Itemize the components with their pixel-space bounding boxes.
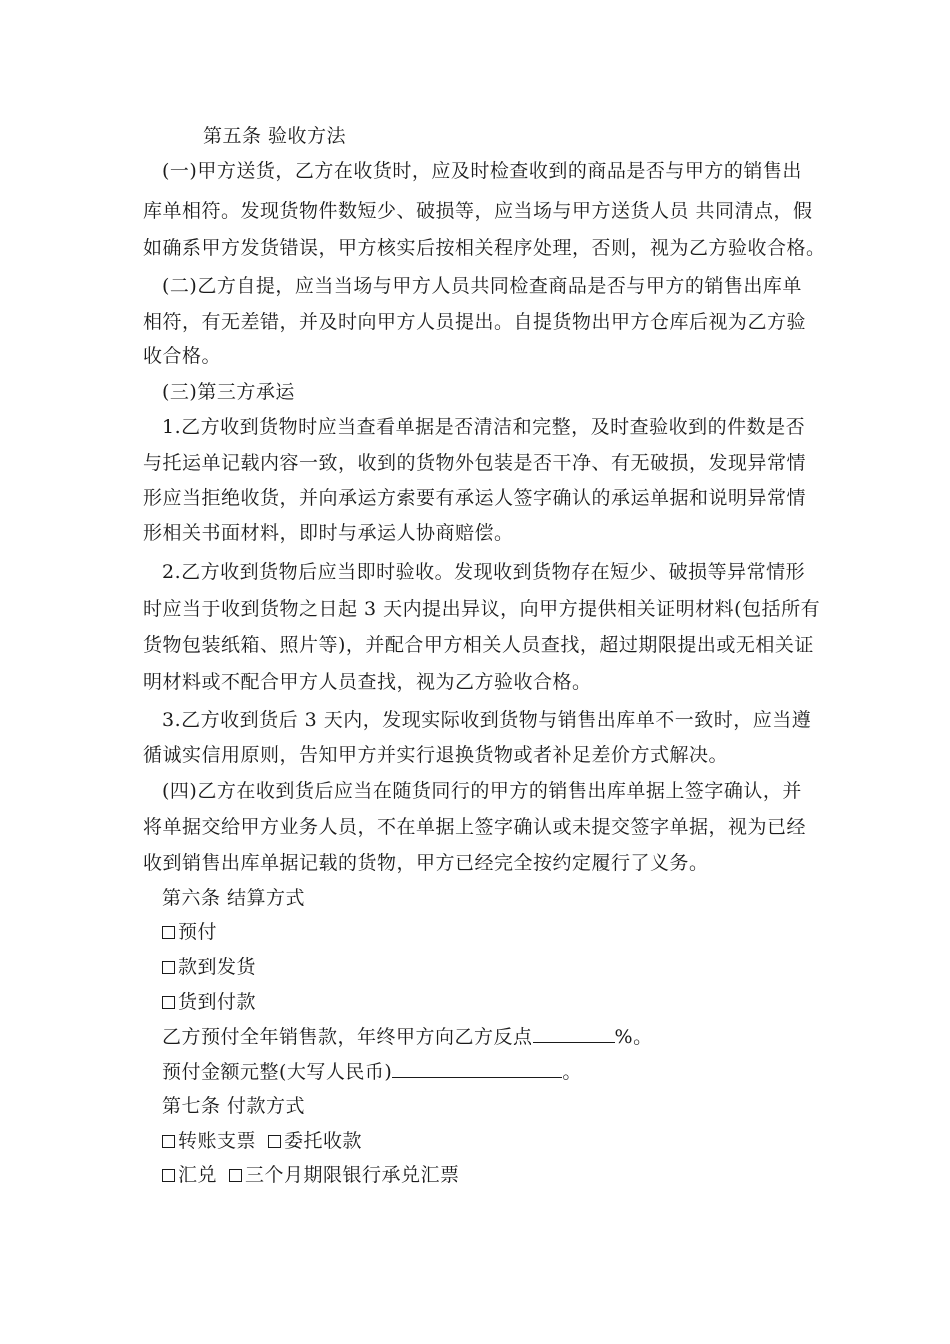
option-collection <box>268 1130 362 1152</box>
checkbox[interactable] <box>162 926 175 939</box>
option-label: 款到发货 <box>178 956 257 978</box>
amount-blank[interactable] <box>392 1060 562 1078</box>
amount-suffix: 。 <box>562 1061 582 1083</box>
paragraph-line: 明材料或不配合甲方人员查找，视为乙方验收合格。 <box>143 671 592 693</box>
paragraph-line: 2.乙方收到货物后应当即时验收。发现收到货物存在短少、破损等异常情形 <box>162 561 806 583</box>
rebate-blank[interactable] <box>533 1025 615 1043</box>
option-label: 汇兑 <box>178 1164 218 1186</box>
checkbox[interactable] <box>162 961 175 974</box>
paragraph-line: (一)甲方送货，乙方在收货时，应及时检查收到的商品是否与甲方的销售出 <box>162 160 802 182</box>
amount-text: 预付金额元整(大写人民币) <box>162 1061 393 1083</box>
checkbox[interactable] <box>162 996 175 1009</box>
rebate-line <box>162 1025 653 1049</box>
paragraph-line: 循诚实信用原则，告知甲方并实行退换货物或者补足差价方式解决。 <box>143 744 729 766</box>
paragraph-line: 形相关书面材料，即时与承运人协商赔偿。 <box>143 522 514 544</box>
paragraph-line: 库单相符。发现货物件数短少、破损等，应当场与甲方送货人员 共同清点，假 <box>143 200 813 222</box>
option-transfer-cheque <box>162 1130 256 1152</box>
article5-title: 第五条 验收方法 <box>203 125 347 147</box>
paragraph-line: 时应当于收到货物之日起 3 天内提出异议，向甲方提供相关证明材料(包括所有 <box>143 598 821 620</box>
paragraph-line: (三)第三方承运 <box>162 381 295 403</box>
paragraph-line: 收到销售出库单据记载的货物，甲方已经完全按约定履行了义务。 <box>143 852 709 874</box>
paragraph-line: 将单据交给甲方业务人员，不在单据上签字确认或未提交签字单据，视为已经 <box>143 816 807 838</box>
paragraph-line: 如确系甲方发货错误，甲方核实后按相关程序处理，否则，视为乙方验收合格。 <box>143 237 826 259</box>
checkbox[interactable] <box>229 1169 242 1182</box>
paragraph-line: (四)乙方在收到货后应当在随货同行的甲方的销售出库单据上签字确认，并 <box>162 780 802 802</box>
option-remittance <box>162 1164 217 1186</box>
paragraph-line: 形应当拒绝收货，并向承运方索要有承运人签字确认的承运单据和说明异常情 <box>143 487 807 509</box>
article6-title: 第六条 结算方式 <box>162 887 306 909</box>
option-label: 预付 <box>178 921 218 943</box>
amount-line <box>162 1060 582 1084</box>
checkbox[interactable] <box>268 1135 281 1148</box>
paragraph-line: 与托运单记载内容一致，收到的货物外包装是否干净、有无破损，发现异常情 <box>143 452 807 474</box>
checkbox[interactable] <box>162 1169 175 1182</box>
paragraph-line: 货物包装纸箱、照片等)，并配合甲方相关人员查找，超过期限提出或无相关证 <box>143 634 814 656</box>
option-label: 转账支票 <box>178 1130 257 1152</box>
payment-options-row-1 <box>162 1129 362 1153</box>
paragraph-line: 收合格。 <box>143 345 222 367</box>
article7-title: 第七条 付款方式 <box>162 1095 306 1117</box>
paragraph-line: (二)乙方自提，应当当场与甲方人员共同检查商品是否与甲方的销售出库单 <box>162 275 802 297</box>
payment-options-row-2 <box>162 1163 460 1187</box>
option-bank-acceptance <box>229 1164 460 1186</box>
option-label: 货到付款 <box>178 991 257 1013</box>
option-prepay <box>162 920 217 944</box>
paragraph-line: 相符，有无差错，并及时向甲方人员提出。自提货物出甲方仓库后视为乙方验 <box>143 311 807 333</box>
option-label: 三个月期限银行承兑汇票 <box>245 1164 460 1186</box>
option-label: 委托收款 <box>284 1130 363 1152</box>
rebate-text: 乙方预付全年销售款，年终甲方向乙方反点 <box>162 1026 533 1048</box>
checkbox[interactable] <box>162 1135 175 1148</box>
paragraph-line: 1.乙方收到货物时应当查看单据是否清洁和完整，及时查验收到的件数是否 <box>162 416 806 438</box>
rebate-suffix: %。 <box>614 1026 653 1048</box>
option-payment-before-delivery <box>162 955 256 979</box>
option-cash-on-delivery <box>162 990 256 1014</box>
paragraph-line: 3.乙方收到货后 3 天内，发现实际收到货物与销售出库单不一致时，应当遵 <box>162 709 812 731</box>
